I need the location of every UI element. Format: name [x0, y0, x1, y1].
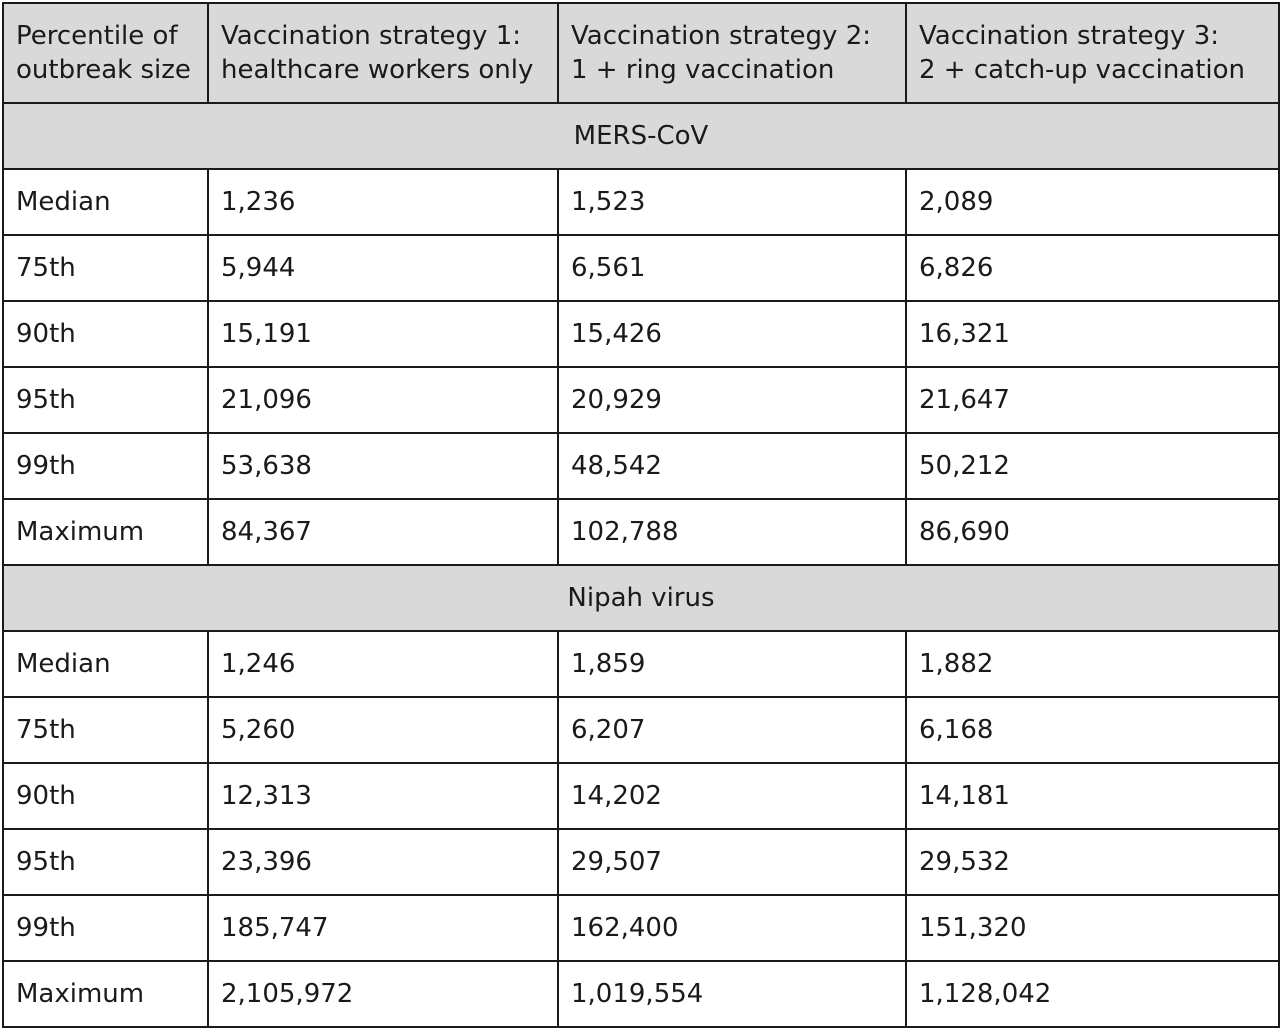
- table-row: [3, 499, 1279, 565]
- header-strategy-1: [208, 3, 558, 103]
- table-row: [3, 961, 1279, 1027]
- header-strategy-2: [558, 3, 906, 103]
- strategy-3-cell: 86,690: [906, 499, 1279, 565]
- header-line: healthcare workers only: [221, 55, 534, 85]
- strategy-1-cell: 12,313: [208, 763, 558, 829]
- strategy-1-cell: 23,396: [208, 829, 558, 895]
- group-label: MERS-CoV: [3, 103, 1279, 169]
- strategy-1-cell: 21,096: [208, 367, 558, 433]
- percentile-cell: Median: [3, 169, 208, 235]
- strategy-2-cell: 162,400: [558, 895, 906, 961]
- strategy-1-cell: 53,638: [208, 433, 558, 499]
- header-line: outbreak size: [16, 55, 191, 85]
- strategy-2-cell: 6,207: [558, 697, 906, 763]
- group-row-mers-cov: [3, 103, 1279, 169]
- table-row: [3, 631, 1279, 697]
- strategy-2-cell: 1,523: [558, 169, 906, 235]
- strategy-3-cell: 151,320: [906, 895, 1279, 961]
- strategy-2-cell: 1,859: [558, 631, 906, 697]
- strategy-2-cell: 15,426: [558, 301, 906, 367]
- strategy-3-cell: 6,168: [906, 697, 1279, 763]
- strategy-2-cell: 20,929: [558, 367, 906, 433]
- percentile-cell: 99th: [3, 895, 208, 961]
- strategy-3-cell: 14,181: [906, 763, 1279, 829]
- percentile-cell: Maximum: [3, 961, 208, 1027]
- header-row: [3, 3, 1279, 103]
- group-row-nipah-virus: [3, 565, 1279, 631]
- strategy-1-cell: 185,747: [208, 895, 558, 961]
- table-row: [3, 169, 1279, 235]
- percentile-cell: 75th: [3, 697, 208, 763]
- percentile-cell: Maximum: [3, 499, 208, 565]
- table-row: [3, 697, 1279, 763]
- percentile-cell: 95th: [3, 367, 208, 433]
- strategy-3-cell: 1,128,042: [906, 961, 1279, 1027]
- strategy-2-cell: 102,788: [558, 499, 906, 565]
- header-line: Percentile of: [16, 21, 178, 51]
- table-row: [3, 301, 1279, 367]
- group-label: Nipah virus: [3, 565, 1279, 631]
- strategy-3-cell: 29,532: [906, 829, 1279, 895]
- header-line: Vaccination strategy 3:: [919, 21, 1220, 51]
- table-row: [3, 763, 1279, 829]
- strategy-3-cell: 1,882: [906, 631, 1279, 697]
- strategy-2-cell: 1,019,554: [558, 961, 906, 1027]
- table-row: [3, 433, 1279, 499]
- strategy-2-cell: 29,507: [558, 829, 906, 895]
- strategy-2-cell: 48,542: [558, 433, 906, 499]
- strategy-1-cell: 1,246: [208, 631, 558, 697]
- strategy-3-cell: 2,089: [906, 169, 1279, 235]
- table-row: [3, 895, 1279, 961]
- percentile-cell: 99th: [3, 433, 208, 499]
- strategy-2-cell: 14,202: [558, 763, 906, 829]
- percentile-cell: 90th: [3, 763, 208, 829]
- header-strategy-3: [906, 3, 1279, 103]
- strategy-3-cell: 16,321: [906, 301, 1279, 367]
- table-row: [3, 829, 1279, 895]
- table-row: [3, 367, 1279, 433]
- outbreak-size-table: [2, 2, 1280, 1028]
- strategy-2-cell: 6,561: [558, 235, 906, 301]
- strategy-3-cell: 6,826: [906, 235, 1279, 301]
- header-line: 1 + ring vaccination: [571, 55, 835, 85]
- header-line: 2 + catch-up vaccination: [919, 55, 1246, 85]
- percentile-cell: 90th: [3, 301, 208, 367]
- strategy-1-cell: 1,236: [208, 169, 558, 235]
- strategy-3-cell: 50,212: [906, 433, 1279, 499]
- percentile-cell: 95th: [3, 829, 208, 895]
- strategy-1-cell: 5,260: [208, 697, 558, 763]
- header-line: Vaccination strategy 1:: [221, 21, 522, 51]
- header-percentile: [3, 3, 208, 103]
- strategy-3-cell: 21,647: [906, 367, 1279, 433]
- percentile-cell: Median: [3, 631, 208, 697]
- table-row: [3, 235, 1279, 301]
- strategy-1-cell: 84,367: [208, 499, 558, 565]
- header-line: Vaccination strategy 2:: [571, 21, 872, 51]
- strategy-1-cell: 2,105,972: [208, 961, 558, 1027]
- strategy-1-cell: 15,191: [208, 301, 558, 367]
- strategy-1-cell: 5,944: [208, 235, 558, 301]
- percentile-cell: 75th: [3, 235, 208, 301]
